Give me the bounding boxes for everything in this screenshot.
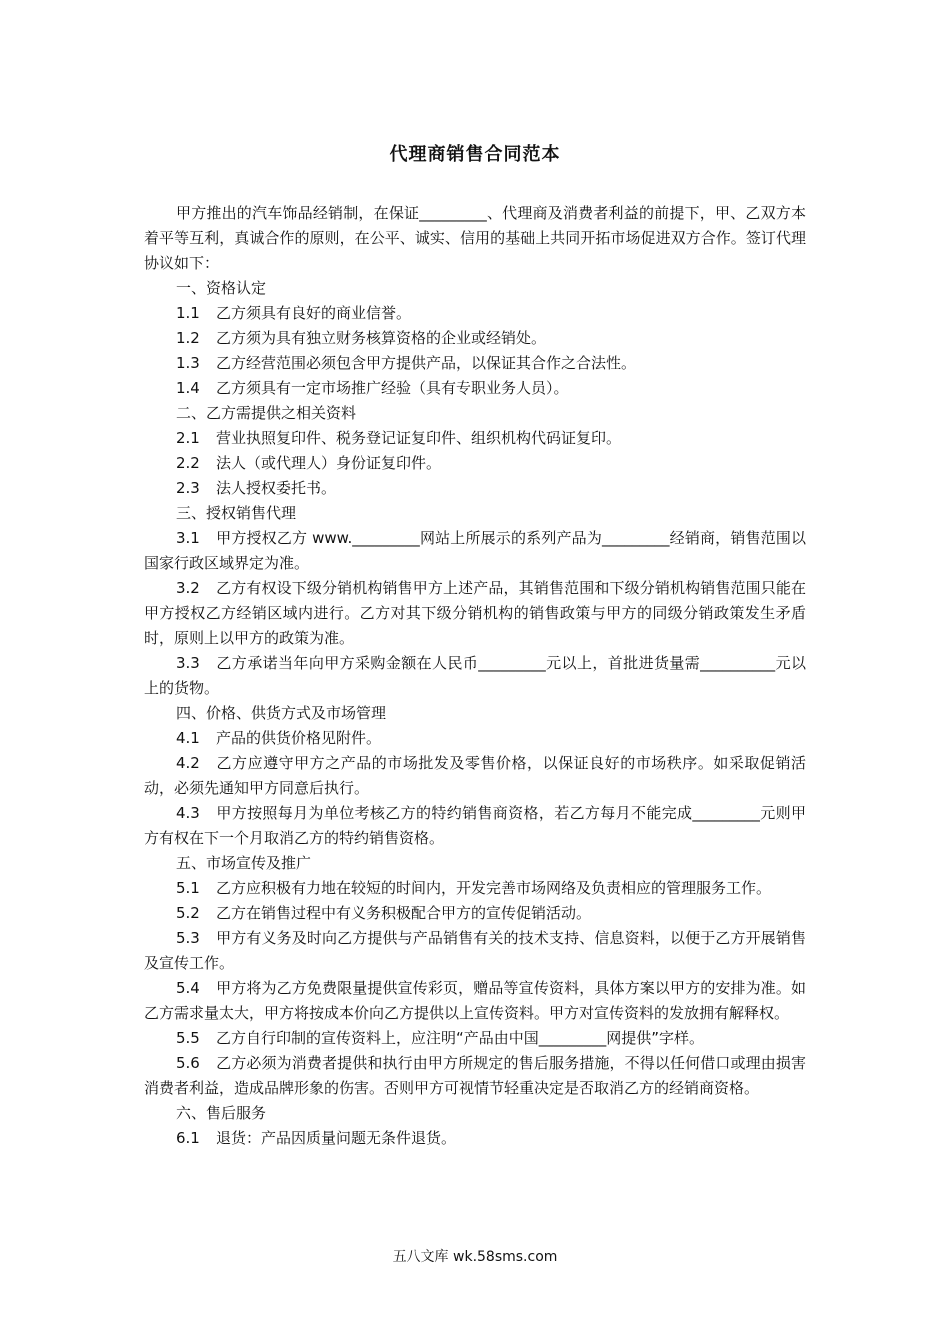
clause-item — [144, 526, 806, 576]
clause-item — [144, 351, 806, 376]
clause-item — [144, 1126, 806, 1151]
clause-item — [144, 426, 806, 451]
clause-number: 3.3 — [176, 654, 200, 672]
clause-text: 乙方须为具有独立财务核算资格的企业或经销处。 — [216, 329, 547, 347]
clause-text: 乙方须具有良好的商业信誉。 — [216, 304, 412, 322]
clause-text: 乙方经营范围必须包含甲方提供产品，以保证其合作之合法性。 — [216, 354, 637, 372]
contract-body — [144, 201, 806, 1151]
clause-item — [144, 476, 806, 501]
clause-item — [144, 576, 806, 651]
clause-number: 2.3 — [176, 479, 200, 497]
clause-number: 4.1 — [176, 729, 200, 747]
clause-number: 5.1 — [176, 879, 200, 897]
section-heading: 二、乙方需提供之相关资料 — [176, 404, 357, 422]
clause-text: 乙方有权设下级分销机构销售甲方上述产品，其销售范围和下级分销机构销售范围只能在甲方授权乙方经销区域内进行。乙方对其下级分销机构的销售政策与甲方的同级分销政策发生矛盾时，原则上以甲方的政策为准。 — [144, 579, 806, 647]
clause-number: 4.2 — [176, 754, 200, 772]
clause-number: 5.6 — [176, 1054, 200, 1072]
clause-text: 乙方承诺当年向甲方采购金额在人民币_________元以上，首批进货量需__________元以上的货物。 — [144, 654, 806, 697]
clause-text: 乙方在销售过程中有义务积极配合甲方的宣传促销活动。 — [216, 904, 592, 922]
footer-watermark: 五八文库 wk.58sms.com — [392, 1249, 558, 1265]
clause-number: 5.3 — [176, 929, 200, 947]
clause-item — [144, 651, 806, 701]
clause-item — [144, 901, 806, 926]
clause-item — [144, 926, 806, 976]
clause-text: 法人授权委托书。 — [216, 479, 337, 497]
clause-item — [144, 801, 806, 851]
clause-item — [144, 326, 806, 351]
clause-text: 甲方将为乙方免费限量提供宣传彩页，赠品等宣传资料，具体方案以甲方的安排为准。如乙方需求量太大，甲方将按成本价向乙方提供以上宣传资料。甲方对宣传资料的发放拥有解释权。 — [144, 979, 806, 1022]
clause-text: 乙方须具有一定市场推广经验（具有专职业务人员）。 — [216, 379, 569, 397]
clause-item — [144, 301, 806, 326]
document-title: 代理商销售合同范本 — [389, 144, 561, 165]
clause-number: 5.2 — [176, 904, 200, 922]
clause-number: 3.2 — [176, 579, 200, 597]
clause-item — [144, 451, 806, 476]
section-heading: 一、资格认定 — [176, 279, 267, 297]
clause-number: 1.4 — [176, 379, 200, 397]
clause-item — [144, 751, 806, 801]
clause-item — [144, 1026, 806, 1051]
clause-item — [144, 726, 806, 751]
clause-text: 法人（或代理人）身份证复印件。 — [216, 454, 442, 472]
clause-text: 退货：产品因质量问题无条件退货。 — [216, 1129, 457, 1147]
clause-text: 甲方有义务及时向乙方提供与产品销售有关的技术支持、信息资料，以便于乙方开展销售及宣传工作。 — [144, 929, 806, 972]
clause-text: 甲方按照每月为单位考核乙方的特约销售商资格，若乙方每月不能完成_________元则甲方有权在下一个月取消乙方的特约销售资格。 — [144, 804, 806, 847]
clause-text: 产品的供货价格见附件。 — [216, 729, 382, 747]
clause-text: 乙方应遵守甲方之产品的市场批发及零售价格，以保证良好的市场秩序。如采取促销活动，必须先通知甲方同意后执行。 — [144, 754, 806, 797]
clause-text: 乙方应积极有力地在较短的时间内，开发完善市场网络及负责相应的管理服务工作。 — [216, 879, 772, 897]
clause-text: 甲方授权乙方 www._________网站上所展示的系列产品为_________经销商，销售范围以国家行政区域界定为准。 — [144, 529, 806, 572]
clause-number: 2.2 — [176, 454, 200, 472]
clause-text: 营业执照复印件、税务登记证复印件、组织机构代码证复印。 — [216, 429, 622, 447]
clause-item — [144, 976, 806, 1026]
section-heading: 四、价格、供货方式及市场管理 — [176, 704, 387, 722]
clause-item — [144, 1051, 806, 1101]
clause-item — [144, 376, 806, 401]
clause-text: 乙方必须为消费者提供和执行由甲方所规定的售后服务措施，不得以任何借口或理由损害消费者利益，造成品牌形象的伤害。否则甲方可视情节轻重决定是否取消乙方的经销商资格。 — [144, 1054, 806, 1097]
clause-number: 1.3 — [176, 354, 200, 372]
clause-number: 5.5 — [176, 1029, 200, 1047]
clause-number: 2.1 — [176, 429, 200, 447]
intro-paragraph: 甲方推出的汽车饰品经销制，在保证_________、代理商及消费者利益的前提下，甲、乙双方本着平等互利，真诚合作的原则，在公平、诚实、信用的基础上共同开拓市场促进双方合作。签订代理协议如下： — [144, 204, 806, 272]
clause-number: 6.1 — [176, 1129, 200, 1147]
section-heading: 三、授权销售代理 — [176, 504, 297, 522]
clause-item — [144, 876, 806, 901]
clause-number: 5.4 — [176, 979, 200, 997]
section-heading: 六、售后服务 — [176, 1104, 267, 1122]
clause-number: 1.1 — [176, 304, 200, 322]
clause-number: 1.2 — [176, 329, 200, 347]
clause-text: 乙方自行印制的宣传资料上，应注明“产品由中国_________网提供”字样。 — [216, 1029, 705, 1047]
clause-number: 4.3 — [176, 804, 200, 822]
clause-number: 3.1 — [176, 529, 200, 547]
section-heading: 五、市场宣传及推广 — [176, 854, 312, 872]
